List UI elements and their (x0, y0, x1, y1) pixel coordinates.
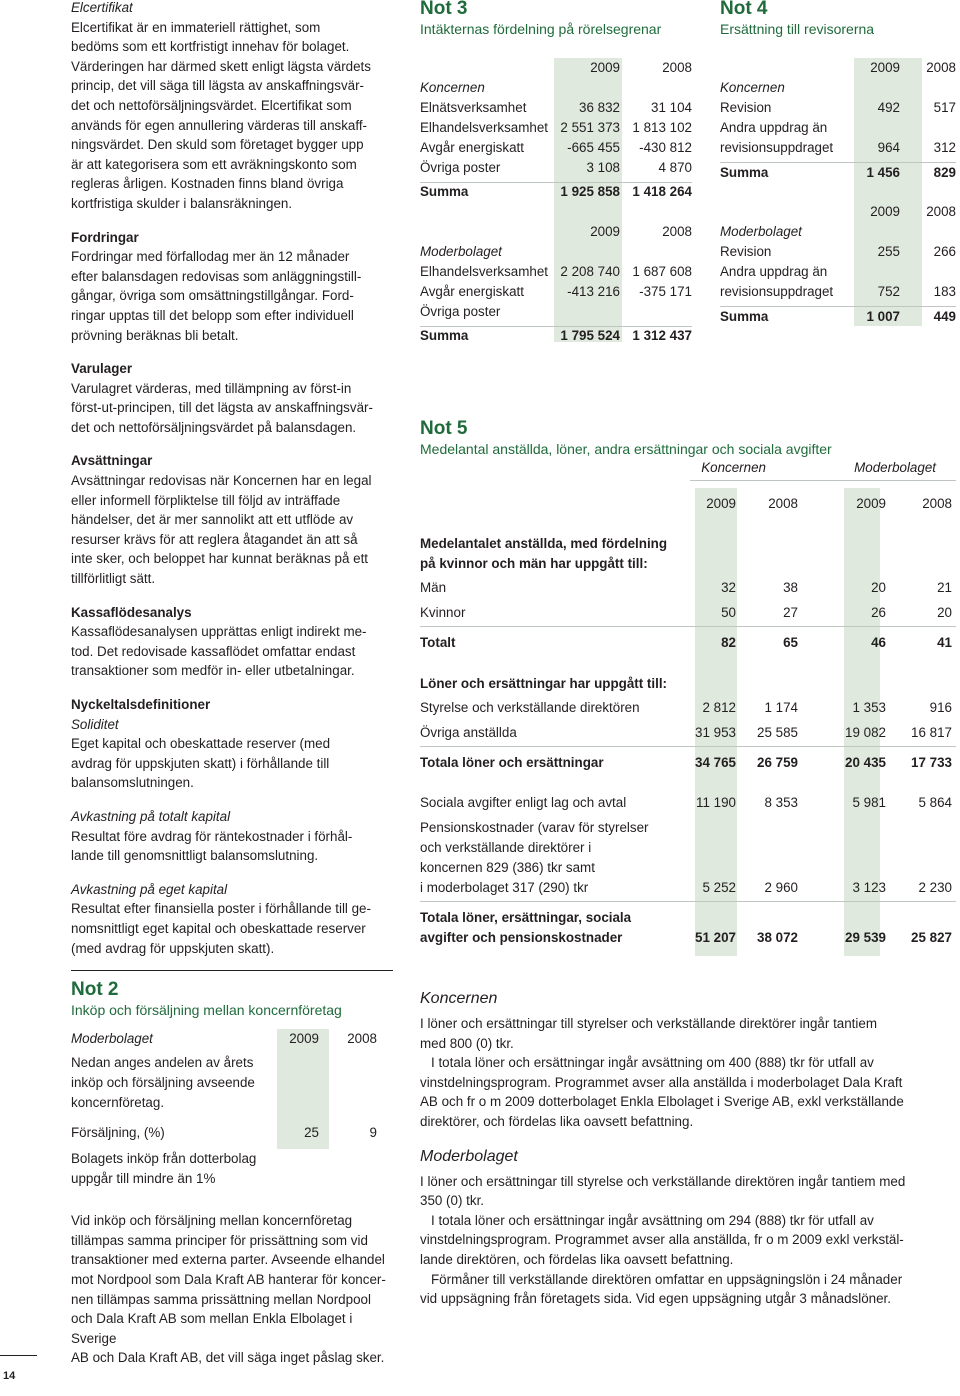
value: 1 456 (866, 165, 900, 180)
value: 46 (871, 635, 886, 650)
text-line: balansomslutningen. (71, 775, 194, 791)
koncernen-heading: Koncernen (420, 990, 498, 1007)
note4-subtitle: Ersättning till revisorerna (720, 21, 875, 37)
value: 8 353 (764, 795, 798, 810)
sum-rule (420, 626, 956, 627)
text-line: Eget kapital och obeskattade reserver (med (71, 736, 331, 752)
text-line: I löner och ersättningar till styrelser och verkställande direktörer ingår tantiem (420, 1016, 877, 1031)
text-line: kortfristiga skulder i balansräkningen. (71, 195, 293, 211)
value: 31 104 (651, 100, 692, 115)
text-line: används för egen annullering värderas till anskaff- (71, 117, 368, 133)
value: 1 418 264 (632, 184, 692, 199)
sum-row (420, 326, 692, 346)
value: 492 (877, 100, 900, 115)
text-line: mot Nordpool som Dala Kraft AB hanterar för koncer- (71, 1271, 386, 1287)
text-line: Vid inköp och försäljning mellan koncernföretag (71, 1213, 353, 1229)
group-moderbolaget: Moderbolaget (854, 460, 936, 475)
group-koncernen: Koncernen (701, 460, 766, 475)
value: 20 435 (845, 755, 886, 770)
value: 19 082 (845, 725, 886, 740)
note3-section (420, 0, 692, 343)
value: 1 174 (764, 700, 798, 715)
total-label-line: Totala löner, ersättningar, sociala (420, 910, 632, 925)
value: -665 455 (567, 140, 620, 155)
note2-table (71, 1029, 393, 1199)
group-row (420, 78, 692, 98)
text-line: eller informell förpliktelse till följd av inträffade (71, 492, 341, 508)
year: 2009 (856, 496, 886, 511)
text-line: först-ut-principen, till det lägsta av anskaffningsvär- (71, 400, 373, 416)
value: 3 123 (852, 880, 886, 895)
value: 26 759 (757, 755, 798, 770)
row-label: Kvinnor (420, 605, 466, 620)
text-line: Fordringar med förfallodag mer än 12 månader (71, 249, 350, 265)
value: -413 216 (567, 284, 620, 299)
group-row (720, 78, 956, 98)
group-label: Koncernen (720, 80, 785, 95)
text-line: transaktioner som medför in- eller utbetalningar. (71, 663, 355, 679)
note5-table (420, 458, 956, 958)
value: 25 585 (757, 725, 798, 740)
value: 65 (783, 635, 798, 650)
avsattningar-heading: Avsättningar (71, 453, 153, 469)
value: 517 (933, 100, 956, 115)
value: 27 (783, 605, 798, 620)
note5-section (420, 418, 956, 945)
text-line: Varulagret värderas, med tillämpning av först-in (71, 380, 352, 396)
row-label: Män (420, 580, 447, 595)
note3-subtitle: Intäkternas fördelning på rörelsegrenar (420, 21, 662, 37)
year: 2008 (768, 496, 798, 511)
elcert-heading: Elcertifikat (71, 0, 133, 15)
text-line: Pensionskostnader (varav för styrelser (420, 820, 649, 835)
header-row (720, 58, 956, 78)
value: 2 230 (918, 880, 952, 895)
sum-row (720, 163, 956, 183)
row-label: revisionsuppdraget (720, 140, 834, 155)
text-line: bedöms som ett kortfristigt innehav för bolaget. (71, 39, 350, 55)
header-rule (690, 480, 956, 481)
value: 32 (721, 580, 736, 595)
value: 2 960 (764, 880, 798, 895)
row-label: Revision (720, 100, 772, 115)
row-label: Totalt (420, 635, 456, 650)
note2-section (71, 970, 393, 1368)
value: 16 817 (911, 725, 952, 740)
row-label: Elhandelsverksamhet (420, 264, 549, 279)
text-line: vinstdelningsprogram. Programmet avser alla anställda, fr o m 2009 exkl verkstäl- (420, 1232, 904, 1248)
value: 4 870 (658, 160, 692, 175)
table-row (420, 158, 692, 178)
group-row (420, 242, 692, 262)
row-label: revisionsuppdraget (720, 284, 834, 299)
text-line: I totala löner och ersättningar ingår avsättning om 400 (888) tkr för utfall av (431, 1055, 874, 1071)
value: 1 795 524 (560, 328, 620, 343)
value: 449 (933, 309, 956, 324)
sum-row (420, 633, 956, 653)
row-label: Övriga poster (420, 160, 501, 175)
text-line: händelser, det är mer sannolikt att ett utflöde av (71, 512, 354, 528)
table-row (420, 603, 956, 623)
year-2008: 2008 (347, 1031, 377, 1047)
sum-label: Summa (720, 165, 769, 180)
header-row (420, 222, 692, 242)
row-label: Avgår energiskatt (420, 284, 524, 299)
value: 31 953 (695, 725, 736, 740)
text-line: prövning beräknas bli betalt. (71, 327, 239, 343)
sum-row (420, 928, 956, 948)
text-line: Bolagets inköp från dotterbolag (71, 1151, 257, 1167)
year-row (420, 494, 956, 514)
text-line: Kassaflödesanalysen upprättas enligt indirekt me- (71, 624, 367, 640)
text-line: och verkställande direktörer i (420, 840, 592, 855)
text-line: det och nettoförsäljningsvärdet på balansdagen. (71, 419, 357, 435)
value: -375 171 (639, 284, 692, 299)
text-line: avdrag för uppskjuten skatt) i förhållande till (71, 755, 330, 771)
medel-heading: på kvinnor och män har uppgått till: (420, 556, 648, 571)
text-line: lande till genomsnittligt balansomslutning. (71, 848, 319, 864)
text-line: I löner och ersättningar till styrelse och verkställande direktören ingår tantiem med (420, 1173, 906, 1189)
value: 829 (933, 165, 956, 180)
sum-label: Summa (420, 184, 469, 199)
header-row (420, 58, 692, 78)
table-row (420, 793, 956, 813)
value: 50 (721, 605, 736, 620)
text-line: I totala löner och ersättningar ingår avsättning om 294 (888) tkr för utfall av (431, 1212, 874, 1228)
sum-row (420, 182, 692, 202)
value: 312 (933, 140, 956, 155)
table-row (720, 282, 956, 302)
table-row (420, 302, 692, 322)
text-line: inte sker, och beloppet har kunnat beräknas på ett (71, 551, 369, 567)
text-line: Förmåner till verkställande direktören omfattar en uppsägningslön i 24 månader (431, 1271, 903, 1287)
page-number: 14 (0, 1355, 37, 1384)
table-row (720, 138, 956, 158)
table-row (420, 698, 956, 718)
text-line: uppgår till mindre än 1% (71, 1171, 216, 1187)
table-row (420, 282, 692, 302)
value: 1 813 102 (632, 120, 692, 135)
row-label: Elhandelsverksamhet (420, 120, 549, 135)
value: 5 252 (702, 880, 736, 895)
value: 916 (929, 700, 952, 715)
table-row (720, 118, 956, 138)
note3-table (420, 58, 692, 358)
text-line: AB och Dala Kraft AB, det vill säga inget påslag sker. (71, 1350, 385, 1366)
year-2008: 2008 (662, 224, 692, 239)
text-line: vid uppsägning från företagets sida. Vid egen uppsägning utgår 3 månadslöner. (420, 1291, 891, 1307)
note4-title: Not 4 (720, 0, 768, 19)
value: 20 (937, 605, 952, 620)
table-row (720, 262, 956, 282)
row-label: Övriga poster (420, 304, 501, 319)
value: 2 551 373 (560, 120, 620, 135)
text-line: tillförlitligt sätt. (71, 571, 156, 587)
row-label: Andra uppdrag än (720, 120, 828, 135)
text-line: Nedan anges andelen av årets (71, 1055, 254, 1071)
text-line: regleras årligen. Kostnaden finns bland övriga (71, 176, 344, 192)
text-line: transaktioner med externa parter. Avseende elhandel (71, 1252, 385, 1268)
table-row (420, 878, 956, 898)
text-line: direktörer, och fördelas lika oavsett befattning. (420, 1113, 694, 1129)
nyckeltal-heading: Nyckeltalsdefinitioner (71, 697, 211, 712)
table-row (720, 242, 956, 262)
value: 38 072 (757, 930, 798, 945)
note5-title: Not 5 (420, 418, 468, 439)
text-line: tod. Det redovisade kassaflödet omfattar endast (71, 643, 356, 659)
sum-row (720, 307, 956, 327)
row-label: Elnätsverksamhet (420, 100, 527, 115)
value: 752 (877, 284, 900, 299)
group-label: Koncernen (420, 80, 485, 95)
text-line: princip, det vill säga till lägsta av anskaffningsvär- (71, 78, 365, 94)
value: 266 (933, 244, 956, 259)
value: 51 207 (695, 930, 736, 945)
row-label: Övriga anställda (420, 725, 517, 740)
value: 36 832 (579, 100, 620, 115)
moderbolaget-heading: Moderbolaget (420, 1147, 518, 1165)
text-line: 350 (0) tkr. (420, 1193, 485, 1209)
text-line: med 800 (0) tkr. (420, 1035, 514, 1051)
table-row (420, 118, 692, 138)
text-line: gångar, övriga som omsättningstillgångar. Ford- (71, 288, 354, 304)
value: 5 981 (852, 795, 886, 810)
row-label: Sociala avgifter enligt lag och avtal (420, 795, 627, 810)
table-row (71, 1123, 377, 1143)
value: 9 (369, 1125, 377, 1141)
row-label: Avgår energiskatt (420, 140, 524, 155)
value: 26 (871, 605, 886, 620)
text-line: koncernen 829 (386) tkr samt (420, 860, 595, 875)
value: 5 864 (918, 795, 952, 810)
value: -430 812 (639, 140, 692, 155)
note5-text (420, 988, 956, 1309)
table-row (420, 138, 692, 158)
table-row (420, 98, 692, 118)
text-line: Avsättningar redovisas när Koncernen har en legal (71, 473, 372, 489)
value: 3 108 (586, 160, 620, 175)
value: 2 208 740 (560, 264, 620, 279)
value: 20 (871, 580, 886, 595)
text-line: Resultat före avdrag för räntekostnader i förhål- (71, 828, 353, 844)
sales-label: Försäljning, (%) (71, 1125, 165, 1141)
value: 1 925 858 (560, 184, 620, 199)
sum-label: Summa (720, 309, 769, 324)
loner-heading: Löner och ersättningar har uppgått till: (420, 676, 667, 691)
value: 1 687 608 (632, 264, 692, 279)
text-line: lande direktören, och fördelas lika oavsett befattning. (420, 1251, 734, 1267)
text-line: och Dala Kraft AB som mellan Enkla Elbolaget i Sverige (71, 1311, 353, 1346)
value: 25 (304, 1125, 319, 1141)
text-line: nomsnittligt eget kapital och obeskattade reserver (71, 920, 366, 936)
value: 29 539 (845, 930, 886, 945)
group-label: Moderbolaget (720, 224, 802, 239)
text-line: ningsvärdet. Den skuld som företaget bygger upp (71, 137, 364, 153)
sum-rule (420, 746, 956, 747)
group-header-row (420, 458, 956, 478)
header-row (720, 202, 956, 222)
text-line: AB och fr o m 2009 dotterbolaget Enkla Elbolaget i Sverige AB, exkl verkställande (420, 1094, 904, 1110)
value: 11 190 (696, 795, 736, 810)
avk-totalt-heading: Avkastning på totalt kapital (71, 808, 231, 824)
table-row (720, 98, 956, 118)
row-label: Totala löner och ersättningar (420, 755, 604, 770)
text-line: Värderingen har därmed skett enligt lägsta värdets (71, 58, 371, 74)
value: 1 353 (852, 700, 886, 715)
row-label: Styrelse och verkställande direktören (420, 700, 640, 715)
note3-title: Not 3 (420, 0, 468, 19)
value: 2 812 (702, 700, 736, 715)
value: 1 007 (866, 309, 900, 324)
kassaflode-heading: Kassaflödesanalys (71, 604, 192, 620)
sum-label: Summa (420, 328, 469, 343)
value: 82 (721, 635, 736, 650)
table-row (71, 1029, 377, 1049)
soliditet-heading: Soliditet (71, 716, 119, 732)
note4-section (720, 0, 956, 324)
text-line: koncernföretag. (71, 1095, 165, 1111)
value: 34 765 (695, 755, 736, 770)
varulager-heading: Varulager (71, 361, 133, 377)
year-2009: 2009 (870, 204, 900, 219)
text-line: Resultat efter finansiella poster i förhållande till ge- (71, 901, 371, 917)
row-label: Andra uppdrag än (720, 264, 828, 279)
text-line: nen tillämpas samma prissättning mellan Nordpool (71, 1291, 371, 1307)
row-label: avgifter och pensionskostnader (420, 930, 623, 945)
note2-entity: Moderbolaget (71, 1031, 153, 1047)
year-2008: 2008 (926, 60, 956, 75)
value: 41 (937, 635, 952, 650)
year-2008: 2008 (926, 204, 956, 219)
group-label: Moderbolaget (420, 244, 502, 259)
year-2009: 2009 (870, 60, 900, 75)
text-line: tillämpas samma principer för prissättning som vid (71, 1232, 368, 1248)
fordringar-heading: Fordringar (71, 229, 139, 245)
year-2008: 2008 (662, 60, 692, 75)
year-2009: 2009 (590, 60, 620, 75)
value: 183 (933, 284, 956, 299)
value: 1 312 437 (632, 328, 692, 343)
table-row (420, 578, 956, 598)
left-column (71, 0, 393, 1368)
value: 25 827 (911, 930, 952, 945)
table-row (420, 262, 692, 282)
group-row (720, 222, 956, 242)
year: 2009 (706, 496, 736, 511)
text-line: (med avdrag för uppskjuten skatt). (71, 940, 275, 956)
value: 17 733 (911, 755, 952, 770)
note2-subtitle: Inköp och försäljning mellan koncernföretag (71, 1002, 342, 1019)
value: 21 (937, 580, 952, 595)
sum-rule (420, 901, 956, 902)
row-label: Revision (720, 244, 772, 259)
avk-eget-heading: Avkastning på eget kapital (71, 881, 228, 897)
year: 2008 (922, 496, 952, 511)
note5-subtitle: Medelantal anställda, löner, andra ersättningar och sociala avgifter (420, 441, 832, 457)
table-row (420, 723, 956, 743)
note2-title: Not 2 (71, 979, 119, 1001)
value: 38 (783, 580, 798, 595)
text-line: det och nettoförsäljningsvärdet. Elcertifikat som (71, 97, 352, 113)
row-label: i moderbolaget 317 (290) tkr (420, 880, 589, 895)
note4-table (720, 58, 956, 338)
value: 255 (877, 244, 900, 259)
value: 964 (877, 140, 900, 155)
text-line: Elcertifikat är en immateriell rättighet, som (71, 19, 321, 35)
text-line: är att kategorisera som ett avräkningskonto som (71, 156, 357, 172)
text-line: resurser krävs för att reglera åtagandet än att så (71, 531, 358, 547)
sum-row (420, 753, 956, 773)
year-2009: 2009 (289, 1031, 319, 1047)
text-line: inköp och försäljning avseende (71, 1075, 255, 1091)
medel-heading: Medelantalet anställda, med fördelning (420, 536, 668, 551)
text-line: ringar upptas till det belopp som efter individuell (71, 307, 354, 323)
text-line: efter balansdagen redovisas som anläggningstill- (71, 268, 362, 284)
text-line: vinstdelningsprogram. Programmet avser alla anställda i moderbolaget Dala Kraft (420, 1074, 903, 1090)
year-2009: 2009 (590, 224, 620, 239)
